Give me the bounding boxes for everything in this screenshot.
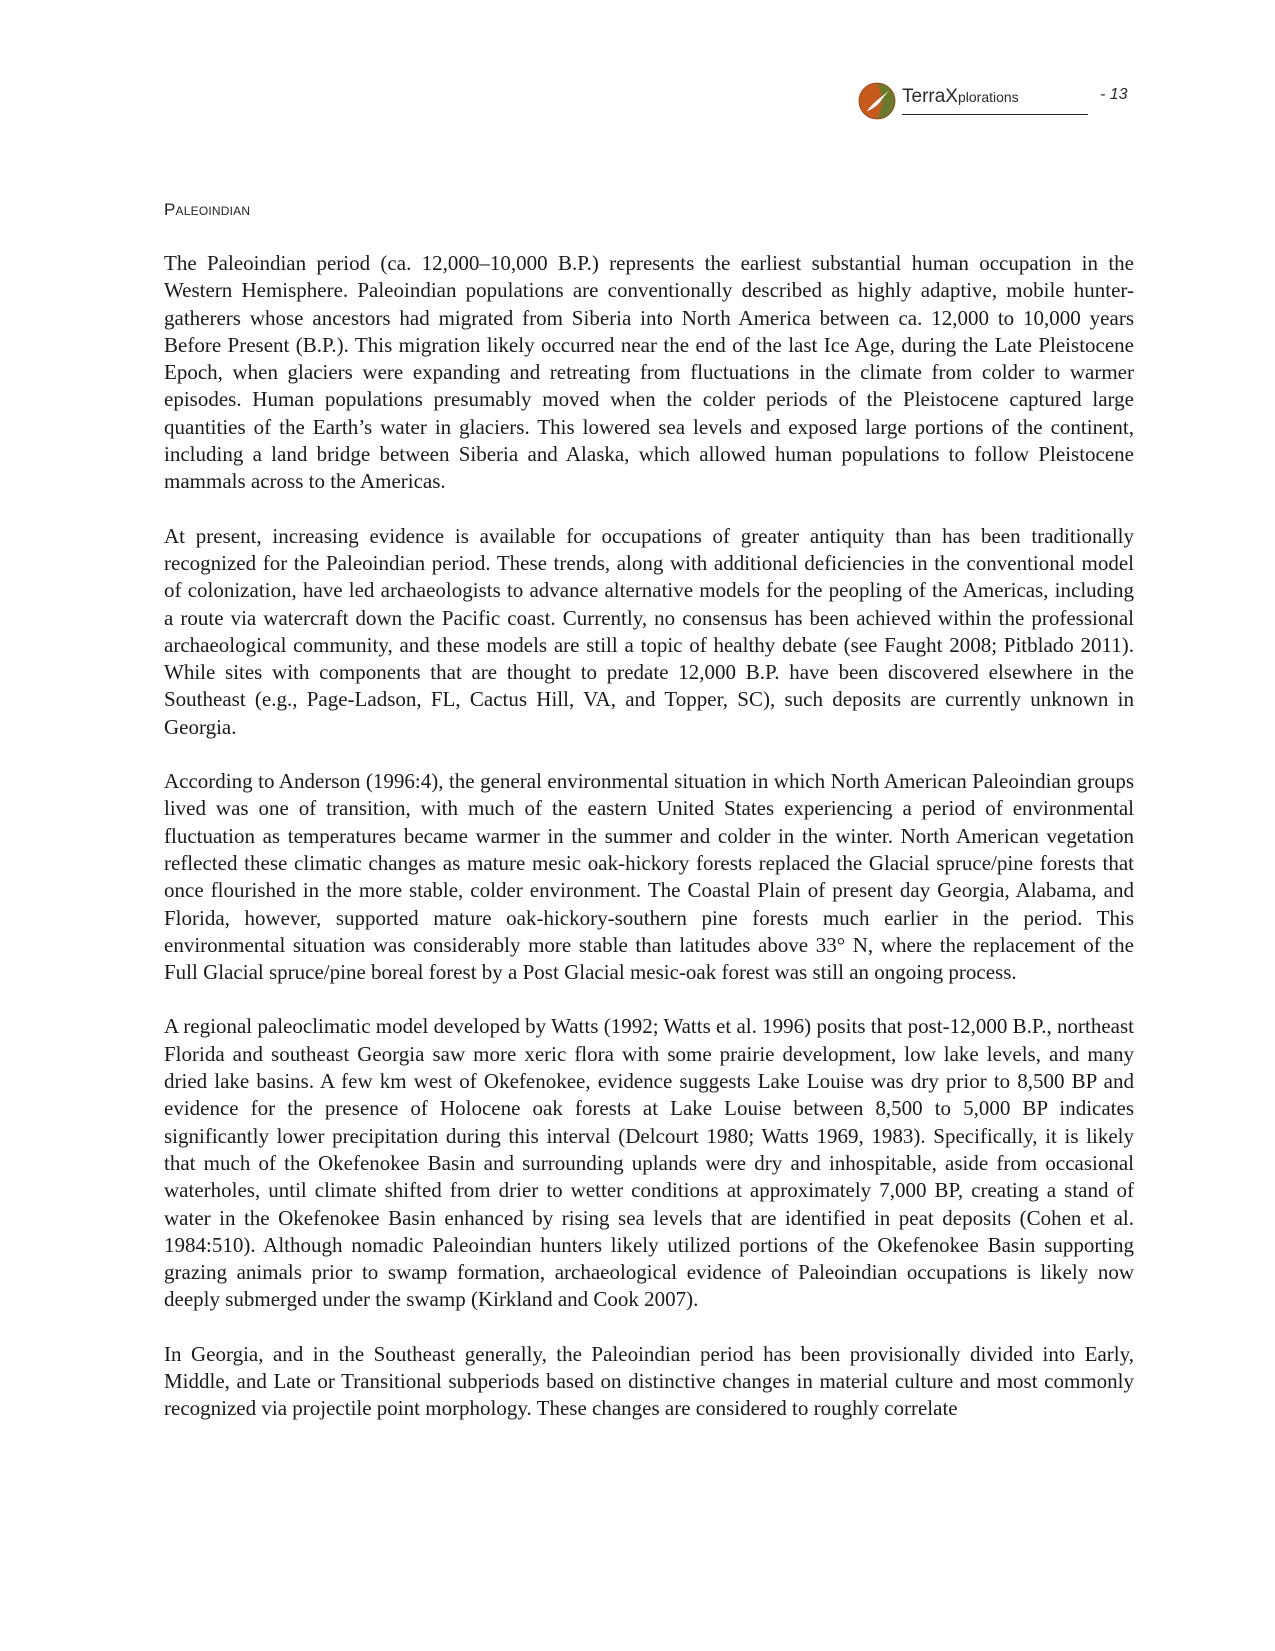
paragraph-3: According to Anderson (1996:4), the general environmental situation in which North American Paleoindian groups lived was one of transition, with much of the eastern United States experiencing a period of environmental fluctuation as temperatures became warmer in the summer and colder in the winter. North American vegetation reflected these climatic changes as mature mesic oak-hickory forests replaced the Glacial spruce/pine forests that once flourished in the more stable, colder environment. The Coastal Plain of present day Georgia, Alabama, and Florida, however, supported mature oak-hickory-southern pine forests much earlier in the period. This environmental situation was considerably more stable than latitudes above 33° N, where the replacement of the Full Glacial spruce/pine boreal forest by a Post Glacial mesic-oak forest was still an ongoing process. <box>164 769 1134 985</box>
terraxplorations-logo-icon <box>858 82 896 120</box>
page-number: - 13 <box>1100 86 1128 103</box>
paragraph-1: The Paleoindian period (ca. 12,000–10,000 B.P.) represents the earliest substantial human occupation in the Western Hemisphere. Paleoindian populations are conventionally described as highly adaptive, mobile hunter-gatherers whose ancestors had migrated from Siberia into North America between ca. 12,000 to 10,000 years Before Present (B.P.). This migration likely occurred near the end of the last Ice Age, during the Late Pleistocene Epoch, when glaciers were expanding and retreating from fluctuations in the climate from colder to warmer episodes. Human populations presumably moved when the colder periods of the Pleistocene captured large quantities of the Earth’s water in glaciers. This lowered sea levels and exposed large portions of the continent, including a land bridge between Siberia and Alaska, which allowed human populations to follow Pleistocene mammals across to the Americas. <box>164 251 1134 494</box>
section-heading: Paleoindian <box>164 200 251 219</box>
brand-name <box>902 86 1019 108</box>
paragraph-2: At present, increasing evidence is available for occupations of greater antiquity than has been traditionally recognized for the Paleoindian period. These trends, along with additional deficiencies in the conventional model of colonization, have led archaeologists to advance alternative models for the peopling of the Americas, including a route via watercraft down the Pacific coast. Currently, no consensus has been achieved within the professional archaeological community, and these models are still a topic of healthy debate (see Faught 2008; Pitblado 2011). While sites with components that are thought to predate 12,000 B.P. have been discovered elsewhere in the Southeast (e.g., Page-Ladson, FL, Cactus Hill, VA, and Topper, SC), such deposits are currently unknown in Georgia. <box>164 523 1134 739</box>
brand-name-main: TerraX <box>902 86 958 107</box>
header-rule <box>902 114 1088 115</box>
page-header <box>858 78 1138 122</box>
paragraph-5: In Georgia, and in the Southeast generally, the Paleoindian period has been provisionally divided into Early, Middle, and Late or Transitional subperiods based on distinctive changes in material culture and most commonly recognized via projectile point morphology. These changes are considered to roughly correlate <box>164 1341 1134 1421</box>
page-body <box>164 200 1134 1450</box>
brand-name-suffix: plorations <box>957 89 1019 105</box>
paragraph-4: A regional paleoclimatic model developed by Watts (1992; Watts et al. 1996) posits that post-12,000 B.P., northeast Florida and southeast Georgia saw more xeric flora with some prairie development, low lake levels, and many dried lake basins. A few km west of Okefenokee, evidence suggests Lake Louise was dry prior to 8,500 BP and evidence for the presence of Holocene oak forests at Lake Louise between 8,500 to 5,000 BP indicates significantly lower precipitation during this interval (Delcourt 1980; Watts 1969, 1983). Specifically, it is likely that much of the Okefenokee Basin and surrounding uplands were dry and inhospitable, aside from occasional waterholes, until climate shifted from drier to wetter conditions at approximately 7,000 BP, creating a stand of water in the Okefenokee Basin enhanced by rising sea levels that are identified in peat deposits (Cohen et al. 1984:510). Although nomadic Paleoindian hunters likely utilized portions of the Okefenokee Basin supporting grazing animals prior to swamp formation, archaeological evidence of Paleoindian occupations is likely now deeply submerged under the swamp (Kirkland and Cook 2007). <box>164 1014 1134 1312</box>
